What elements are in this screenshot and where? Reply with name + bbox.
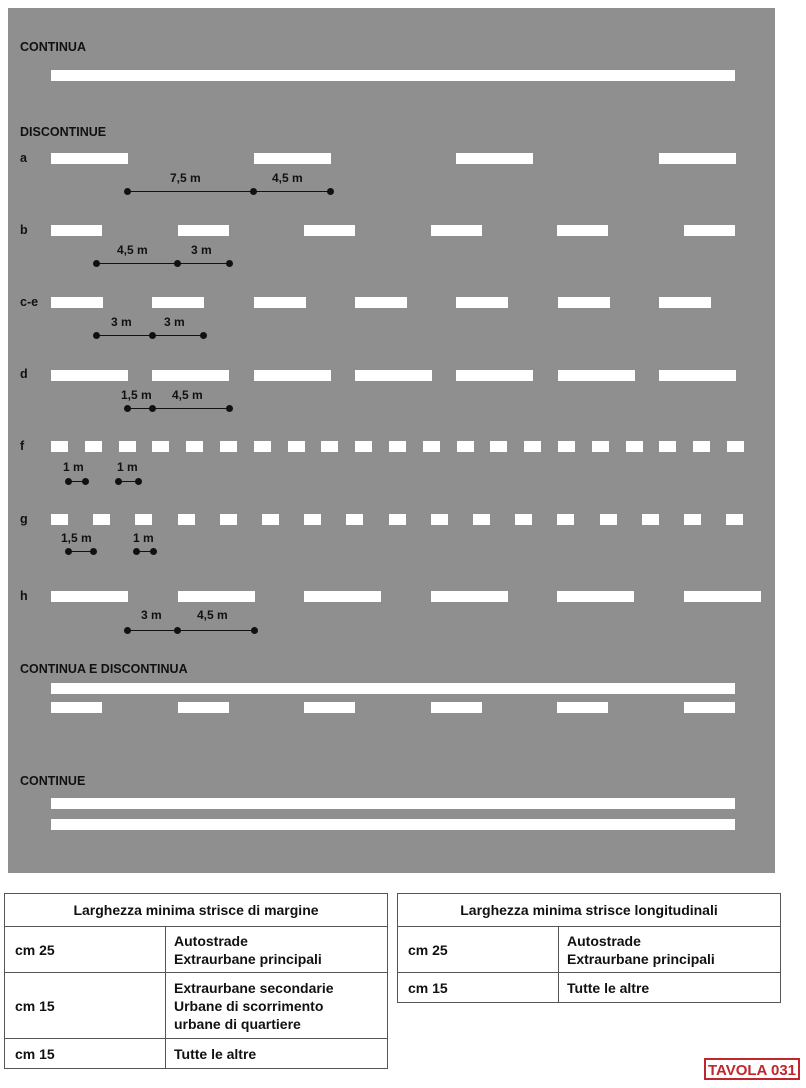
row-f-dash bbox=[592, 441, 609, 452]
continuous-stripe-combined bbox=[51, 683, 735, 694]
row-g-dash bbox=[135, 514, 152, 525]
continuous-stripe bbox=[51, 70, 735, 81]
row-g-dash bbox=[51, 514, 68, 525]
row-a-dash bbox=[456, 153, 533, 164]
table-longitudinal-desc bbox=[559, 973, 781, 1003]
row-f-dash bbox=[119, 441, 136, 452]
row-ce-dash bbox=[254, 297, 306, 308]
row-f-dash bbox=[186, 441, 203, 452]
row-combined-dash bbox=[557, 702, 608, 713]
row-h-dash bbox=[178, 591, 255, 602]
dim-g2-endpoint bbox=[133, 548, 140, 555]
row-f-dash bbox=[626, 441, 643, 452]
tavola-badge: TAVOLA 031 bbox=[704, 1058, 800, 1080]
table-margin-desc-line: Autostrade bbox=[174, 932, 248, 949]
table-margin-desc-line: Urbane di scorrimento bbox=[174, 997, 324, 1014]
row-ce-dash bbox=[456, 297, 508, 308]
table-margin-value: cm 15 bbox=[5, 973, 166, 1039]
row-g-dash bbox=[93, 514, 110, 525]
row-f-dash bbox=[558, 441, 575, 452]
row-f-dash bbox=[288, 441, 305, 452]
dim-label-b-gap: 4,5 m bbox=[117, 243, 148, 257]
table-margin-desc bbox=[166, 973, 388, 1039]
row-f-dash bbox=[51, 441, 68, 452]
row-ce-dash bbox=[355, 297, 407, 308]
row-a-dash bbox=[51, 153, 128, 164]
row-h-dash bbox=[684, 591, 761, 602]
double-continuous-stripe-1 bbox=[51, 798, 735, 809]
dim-d-line bbox=[127, 408, 229, 409]
row-d-dash bbox=[254, 370, 331, 381]
table-margin-desc-line: urbane di quartiere bbox=[174, 1015, 301, 1032]
row-f-dash bbox=[152, 441, 169, 452]
row-b-dash bbox=[431, 225, 482, 236]
row-f-dash bbox=[220, 441, 237, 452]
row-combined-dash bbox=[178, 702, 229, 713]
dim-label-d-gap: 1,5 m bbox=[121, 388, 152, 402]
dim-ce-endpoint bbox=[200, 332, 207, 339]
row-f-dash bbox=[693, 441, 710, 452]
dim-h-endpoint bbox=[124, 627, 131, 634]
dim-label-a-dash: 4,5 m bbox=[272, 171, 303, 185]
heading-continua: CONTINUA bbox=[20, 40, 86, 54]
table-margin-value: cm 15 bbox=[5, 1039, 166, 1069]
row-f-dash bbox=[524, 441, 541, 452]
row-b-dash bbox=[684, 225, 735, 236]
dim-b-endpoint bbox=[226, 260, 233, 267]
table-margin-desc-line: Extraurbane principali bbox=[174, 950, 322, 967]
dim-a-line bbox=[127, 191, 330, 192]
table-longitudinal-desc-line: Extraurbane principali bbox=[567, 950, 715, 967]
row-f-dash bbox=[389, 441, 406, 452]
row-label-d: d bbox=[20, 367, 28, 381]
row-g-dash bbox=[515, 514, 532, 525]
row-label-a: a bbox=[20, 151, 27, 165]
table-longitudinal-title: Larghezza minima strisce longitudinali bbox=[398, 894, 781, 927]
table-margin-desc-line: Tutte le altre bbox=[174, 1045, 257, 1062]
row-g-dash bbox=[473, 514, 490, 525]
row-combined-dash bbox=[684, 702, 735, 713]
row-g-dash bbox=[726, 514, 743, 525]
row-b-dash bbox=[178, 225, 229, 236]
row-a-dash bbox=[254, 153, 331, 164]
dim-label-g-gap: 1,5 m bbox=[61, 531, 92, 545]
row-h-dash bbox=[304, 591, 381, 602]
row-f-dash bbox=[490, 441, 507, 452]
row-combined-dash bbox=[431, 702, 482, 713]
table-margin-value: cm 25 bbox=[5, 927, 166, 973]
table-longitudinal-value: cm 15 bbox=[398, 973, 559, 1003]
dim-f-endpoint bbox=[82, 478, 89, 485]
row-d-dash bbox=[659, 370, 736, 381]
dim-g-endpoint bbox=[90, 548, 97, 555]
row-combined-dash bbox=[51, 702, 102, 713]
dim-f2-endpoint bbox=[115, 478, 122, 485]
table-margin-widths bbox=[4, 893, 388, 1069]
row-g-dash bbox=[557, 514, 574, 525]
row-b-dash bbox=[304, 225, 355, 236]
row-f-dash bbox=[423, 441, 440, 452]
dim-g-endpoint bbox=[65, 548, 72, 555]
row-f-dash bbox=[254, 441, 271, 452]
row-ce-dash bbox=[558, 297, 610, 308]
dim-b-line bbox=[96, 263, 229, 264]
row-f-dash bbox=[659, 441, 676, 452]
heading-continue: CONTINUE bbox=[20, 774, 86, 788]
row-h-dash bbox=[557, 591, 634, 602]
dim-label-f-gap: 1 m bbox=[63, 460, 84, 474]
double-continuous-stripe-2 bbox=[51, 819, 735, 830]
row-d-dash bbox=[152, 370, 229, 381]
row-label-g: g bbox=[20, 512, 28, 526]
dim-f-endpoint bbox=[65, 478, 72, 485]
row-f-dash bbox=[727, 441, 744, 452]
row-g-dash bbox=[642, 514, 659, 525]
row-d-dash bbox=[51, 370, 128, 381]
dim-label-a-gap: 7,5 m bbox=[170, 171, 201, 185]
row-d-dash bbox=[355, 370, 432, 381]
row-g-dash bbox=[389, 514, 406, 525]
dim-b-endpoint bbox=[93, 260, 100, 267]
table-margin-desc-line: Extraurbane secondarie bbox=[174, 979, 334, 996]
table-longitudinal-value: cm 25 bbox=[398, 927, 559, 973]
row-f-dash bbox=[457, 441, 474, 452]
row-label-h: h bbox=[20, 589, 28, 603]
dim-d-endpoint bbox=[149, 405, 156, 412]
row-g-dash bbox=[684, 514, 701, 525]
dim-label-h-gap: 3 m bbox=[141, 608, 162, 622]
row-b-dash bbox=[51, 225, 102, 236]
row-g-dash bbox=[600, 514, 617, 525]
table-margin-desc bbox=[166, 1039, 388, 1069]
dim-a-endpoint bbox=[327, 188, 334, 195]
table-longitudinal-desc-line: Autostrade bbox=[567, 932, 641, 949]
table-margin-title: Larghezza minima strisce di margine bbox=[5, 894, 388, 927]
row-ce-dash bbox=[51, 297, 103, 308]
row-a-dash bbox=[659, 153, 736, 164]
dim-ce-endpoint bbox=[93, 332, 100, 339]
row-g-dash bbox=[220, 514, 237, 525]
row-h-dash bbox=[431, 591, 508, 602]
row-b-dash bbox=[557, 225, 608, 236]
dim-d-endpoint bbox=[226, 405, 233, 412]
table-longitudinal-widths bbox=[397, 893, 781, 1003]
row-f-dash bbox=[355, 441, 372, 452]
row-h-dash bbox=[51, 591, 128, 602]
row-g-dash bbox=[346, 514, 363, 525]
dim-a-endpoint bbox=[250, 188, 257, 195]
row-d-dash bbox=[558, 370, 635, 381]
table-longitudinal-desc-line: Tutte le altre bbox=[567, 979, 650, 996]
heading-continua-e-discontinua: CONTINUA E DISCONTINUA bbox=[20, 662, 188, 676]
dim-label-b-dash: 3 m bbox=[191, 243, 212, 257]
dim-label-f-dash: 1 m bbox=[117, 460, 138, 474]
table-margin-desc bbox=[166, 927, 388, 973]
row-f-dash bbox=[321, 441, 338, 452]
dim-a-endpoint bbox=[124, 188, 131, 195]
dim-label-ce-dash: 3 m bbox=[164, 315, 185, 329]
dim-d-endpoint bbox=[124, 405, 131, 412]
dim-h-endpoint bbox=[251, 627, 258, 634]
dim-ce-endpoint bbox=[149, 332, 156, 339]
row-g-dash bbox=[262, 514, 279, 525]
row-label-c-e: c-e bbox=[20, 295, 39, 309]
dim-h-line bbox=[127, 630, 254, 631]
row-g-dash bbox=[178, 514, 195, 525]
dim-h-endpoint bbox=[174, 627, 181, 634]
row-f-dash bbox=[85, 441, 102, 452]
row-g-dash bbox=[431, 514, 448, 525]
row-label-b: b bbox=[20, 223, 28, 237]
row-ce-dash bbox=[659, 297, 711, 308]
dim-label-h-dash: 4,5 m bbox=[197, 608, 228, 622]
dim-b-endpoint bbox=[174, 260, 181, 267]
row-label-f: f bbox=[20, 439, 25, 453]
dim-label-ce-gap: 3 m bbox=[111, 315, 132, 329]
dim-label-d-dash: 4,5 m bbox=[172, 388, 203, 402]
dim-g2-endpoint bbox=[150, 548, 157, 555]
heading-discontinue: DISCONTINUE bbox=[20, 125, 107, 139]
row-d-dash bbox=[456, 370, 533, 381]
row-g-dash bbox=[304, 514, 321, 525]
row-ce-dash bbox=[152, 297, 204, 308]
row-combined-dash bbox=[304, 702, 355, 713]
dim-label-g-dash: 1 m bbox=[133, 531, 154, 545]
dim-f2-endpoint bbox=[135, 478, 142, 485]
table-longitudinal-desc bbox=[559, 927, 781, 973]
